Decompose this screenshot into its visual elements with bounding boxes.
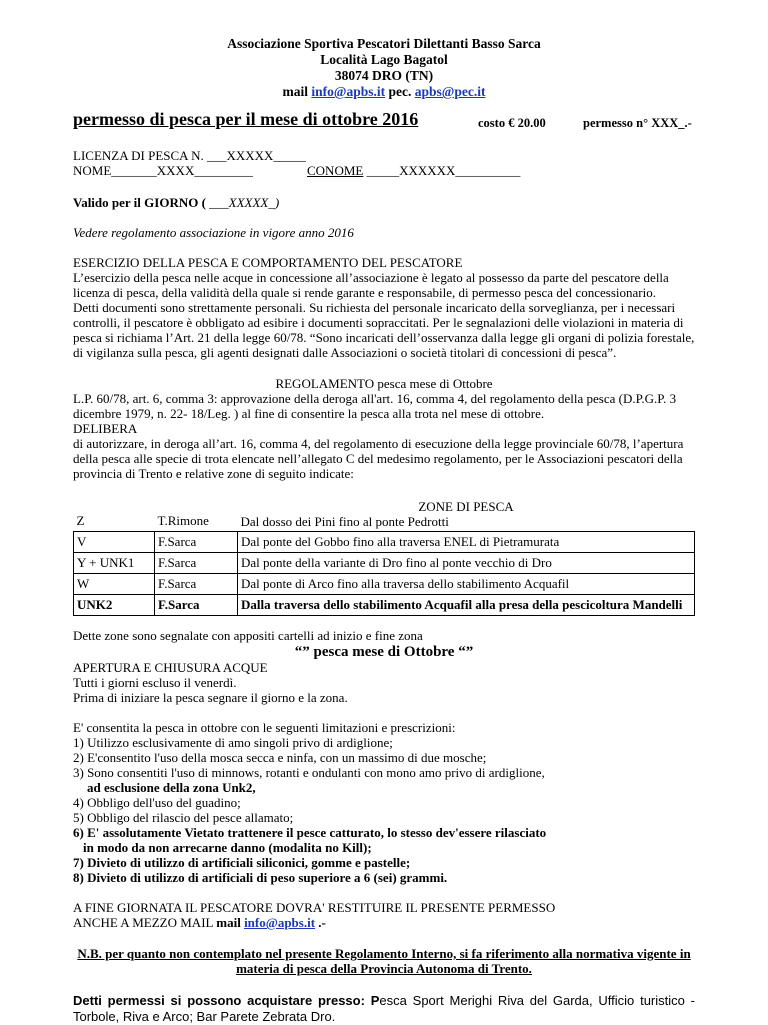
end-line-2-text: ANCHE A MEZZO MAIL [73,915,213,930]
mail-link[interactable]: info@apbs.it [311,84,386,99]
zones-header: ZONE DI PESCA [418,499,514,514]
river-cell: T.Rimone [157,513,209,528]
nb-note [73,946,695,976]
zone-cell: Y + UNK1 [74,553,155,574]
table-row [74,553,695,574]
name-row [73,163,695,178]
rule-6: 6) E' assolutamente Vietato trattenere il pesce catturato, lo stesso dev'essere rilasciato [73,825,547,840]
table-row [74,532,695,553]
end-line-1: A FINE GIORNATA IL PESCATORE DOVRA' RESTITUIRE IL PRESENTE PERMESSO [73,900,556,915]
license-number: LICENZA DI PESCA N. ___XXXXX_____ [73,148,306,163]
table-row [74,574,695,595]
opening-title: APERTURA E CHIUSURA ACQUE [73,660,268,675]
desc-cell: Dal ponte della variante di Dro fino al ponte vecchio di Dro [238,553,695,574]
rule-4: 4) Obbligo dell'uso del guadino; [73,795,241,810]
exercise-text-1: L’esercizio della pesca nelle acque in concessione all’associazione è legato al possesso da parte del pescatore della licenza di pesca, della validità della quale si rende garante e responsabile, di permesso pesca del concessionario. [73,270,669,300]
permit-title: permesso di pesca per il mese di ottobre 2016 [73,109,419,129]
title-row [73,109,695,134]
rule-7: 7) Divieto di utilizzo di artificiali siliconici, gomme e pastelle; [73,855,411,870]
zone-cell: UNK2 [74,595,155,616]
end-of-day-section [73,900,695,930]
desc-cell [238,497,695,532]
end-mail-link[interactable]: info@apbs.it [244,915,316,930]
rule-1: 1) Utilizzo esclusivamente di amo singoli privo di ardiglione; [73,735,393,750]
desc-cell: Dal ponte di Arco fino alla traversa dello stabilimento Acquafil [238,574,695,595]
association-header [73,36,695,100]
association-name: Associazione Sportiva Pescatori Dilettanti Basso Sarca [227,36,541,51]
regolamento-text-1: L.P. 60/78, art. 6, comma 3: approvazione della deroga all'art. 16, comma 4, del regolamento della pesca (D.P.G.P. 3 dicembre 1979, n. 22- 18/Leg. ) al fine di consentire la pesca alla trota nel mese di ottobre. [73,391,677,421]
nb-line-1: N.B. per quanto non contemplato nel presente Regolamento Interno, si fa riferimento alla normativa vigente in [77,946,691,961]
rule-3-exception: ad esclusione della zona Unk2, [87,780,256,795]
rules-intro: E' consentita la pesca in ottobre con le seguenti limitazioni e prescrizioni: [73,720,456,735]
association-address: 38074 DRO (TN) [334,68,434,83]
zones-table [73,497,695,616]
river-cell: F.Sarca [155,553,238,574]
zone-cell: V [74,532,155,553]
regolamento-section [73,376,695,481]
association-locality: Località Lago Bagatol [320,52,448,67]
regolamento-text-2: di autorizzare, in deroga all’art. 16, comma 4, del regolamento di esecuzione della legge provinciale 60/78, l’apertura della pesca alle specie di trota elencate nell’allegato C del medesimo regolamento, per le Associazioni pescatori della provincia di Trento e relative zone di seguito indicate: [73,436,684,481]
mail-label: mail [282,84,309,99]
pec-link[interactable]: apbs@pec.it [414,84,486,99]
valid-day [73,195,695,210]
rule-5: 5) Obbligo del rilascio del pesce allamato; [73,810,294,825]
river-cell: F.Sarca [155,595,238,616]
permit-number: permesso n° XXX_.- [583,116,692,130]
table-row [74,595,695,616]
end-line-2 [73,915,695,930]
purchase-text: esca Sport Merighi Riva del Garda, Ufficio turistico -Torbole, Riva e Arco; Bar Parete Zebrata Dro. [73,993,695,1024]
delibera-label: DELIBERA [73,421,138,436]
zone-cell: Z [76,513,85,528]
permit-cost: costo € 20.00 [478,116,546,130]
valid-day-label: Valido per il GIORNO ( [73,195,206,210]
table-row [74,497,695,532]
nb-line-2: materia di pesca della Provincia Autonoma di Trento. [236,961,532,976]
association-contacts [73,84,695,100]
opening-line-1: Tutti i giorni escluso il venerdì. [73,675,237,690]
permit-document [73,36,695,1025]
month-title: “” pesca mese di Ottobre “” [294,644,474,660]
first-name-field: NOME_______XXXX_________ [73,163,253,178]
surname-value: _____XXXXXX__________ [366,163,521,178]
regulation-reference: Vedere regolamento associazione in vigore anno 2016 [73,225,354,240]
purchase-info [73,993,695,1025]
regolamento-title: REGOLAMENTO pesca mese di Ottobre [275,376,493,391]
end-suffix: .- [315,915,326,930]
rule-6-cont: in modo da non arrecarne danno (modalita no Kill); [83,840,372,855]
zone-cell: W [74,574,155,595]
exercise-title: ESERCIZIO DELLA PESCA E COMPORTAMENTO DEL PESCATORE [73,255,463,270]
exercise-section [73,255,695,360]
river-cell: F.Sarca [155,532,238,553]
zone-description: Dal dosso dei Pini fino al ponte Pedrotti [240,514,449,529]
desc-cell: Dalla traversa dello stabilimento Acquafil alla presa della pescicoltura Mandelli [238,595,695,616]
rules-section [73,720,695,885]
surname-field [307,163,520,178]
end-mail-label: mail [216,915,241,930]
rule-8: 8) Divieto di utilizzo di artificiali di peso superiore a 6 (sei) grammi. [73,870,448,885]
opening-line-2: Prima di iniziare la pesca segnare il giorno e la zona. [73,690,348,705]
surname-label: CONOME [307,163,364,178]
opening-section [73,660,695,705]
signs-note: Dette zone sono segnalate con appositi cartelli ad inizio e fine zona [73,628,423,643]
exercise-text-2: Detti documenti sono strettamente personali. Su richiesta del personale incaricato della sorveglianza, per i necessari controlli, il pescatore è obbligato ad esibire i documenti sopraccitati. Per le segnalazioni delle violazioni in materia di pesca si richiama l’Art. 21 della legge 60/78. “Sono incaricati dell’osservanza dalla legge gli organi di polizia forestale, di vigilanza sulla pesca, gli agenti designati dalle Associazioni o società titolari di concessioni di pesca”. [73,300,695,360]
rule-3: 3) Sono consentiti l'uso di minnows, rotanti e ondulanti con mono amo privo di ardiglione, [73,765,545,780]
license-block [73,148,695,178]
river-cell: F.Sarca [155,574,238,595]
rule-2: 2) E'consentito l'uso della mosca secca e ninfa, con un massimo di due mosche; [73,750,487,765]
desc-cell: Dal ponte del Gobbo fino alla traversa ENEL di Pietramurata [238,532,695,553]
pec-label: pec. [388,84,412,99]
purchase-lead: Detti permessi si possono acquistare presso: P [73,993,380,1008]
valid-day-value: ___XXXXX_) [205,195,280,210]
